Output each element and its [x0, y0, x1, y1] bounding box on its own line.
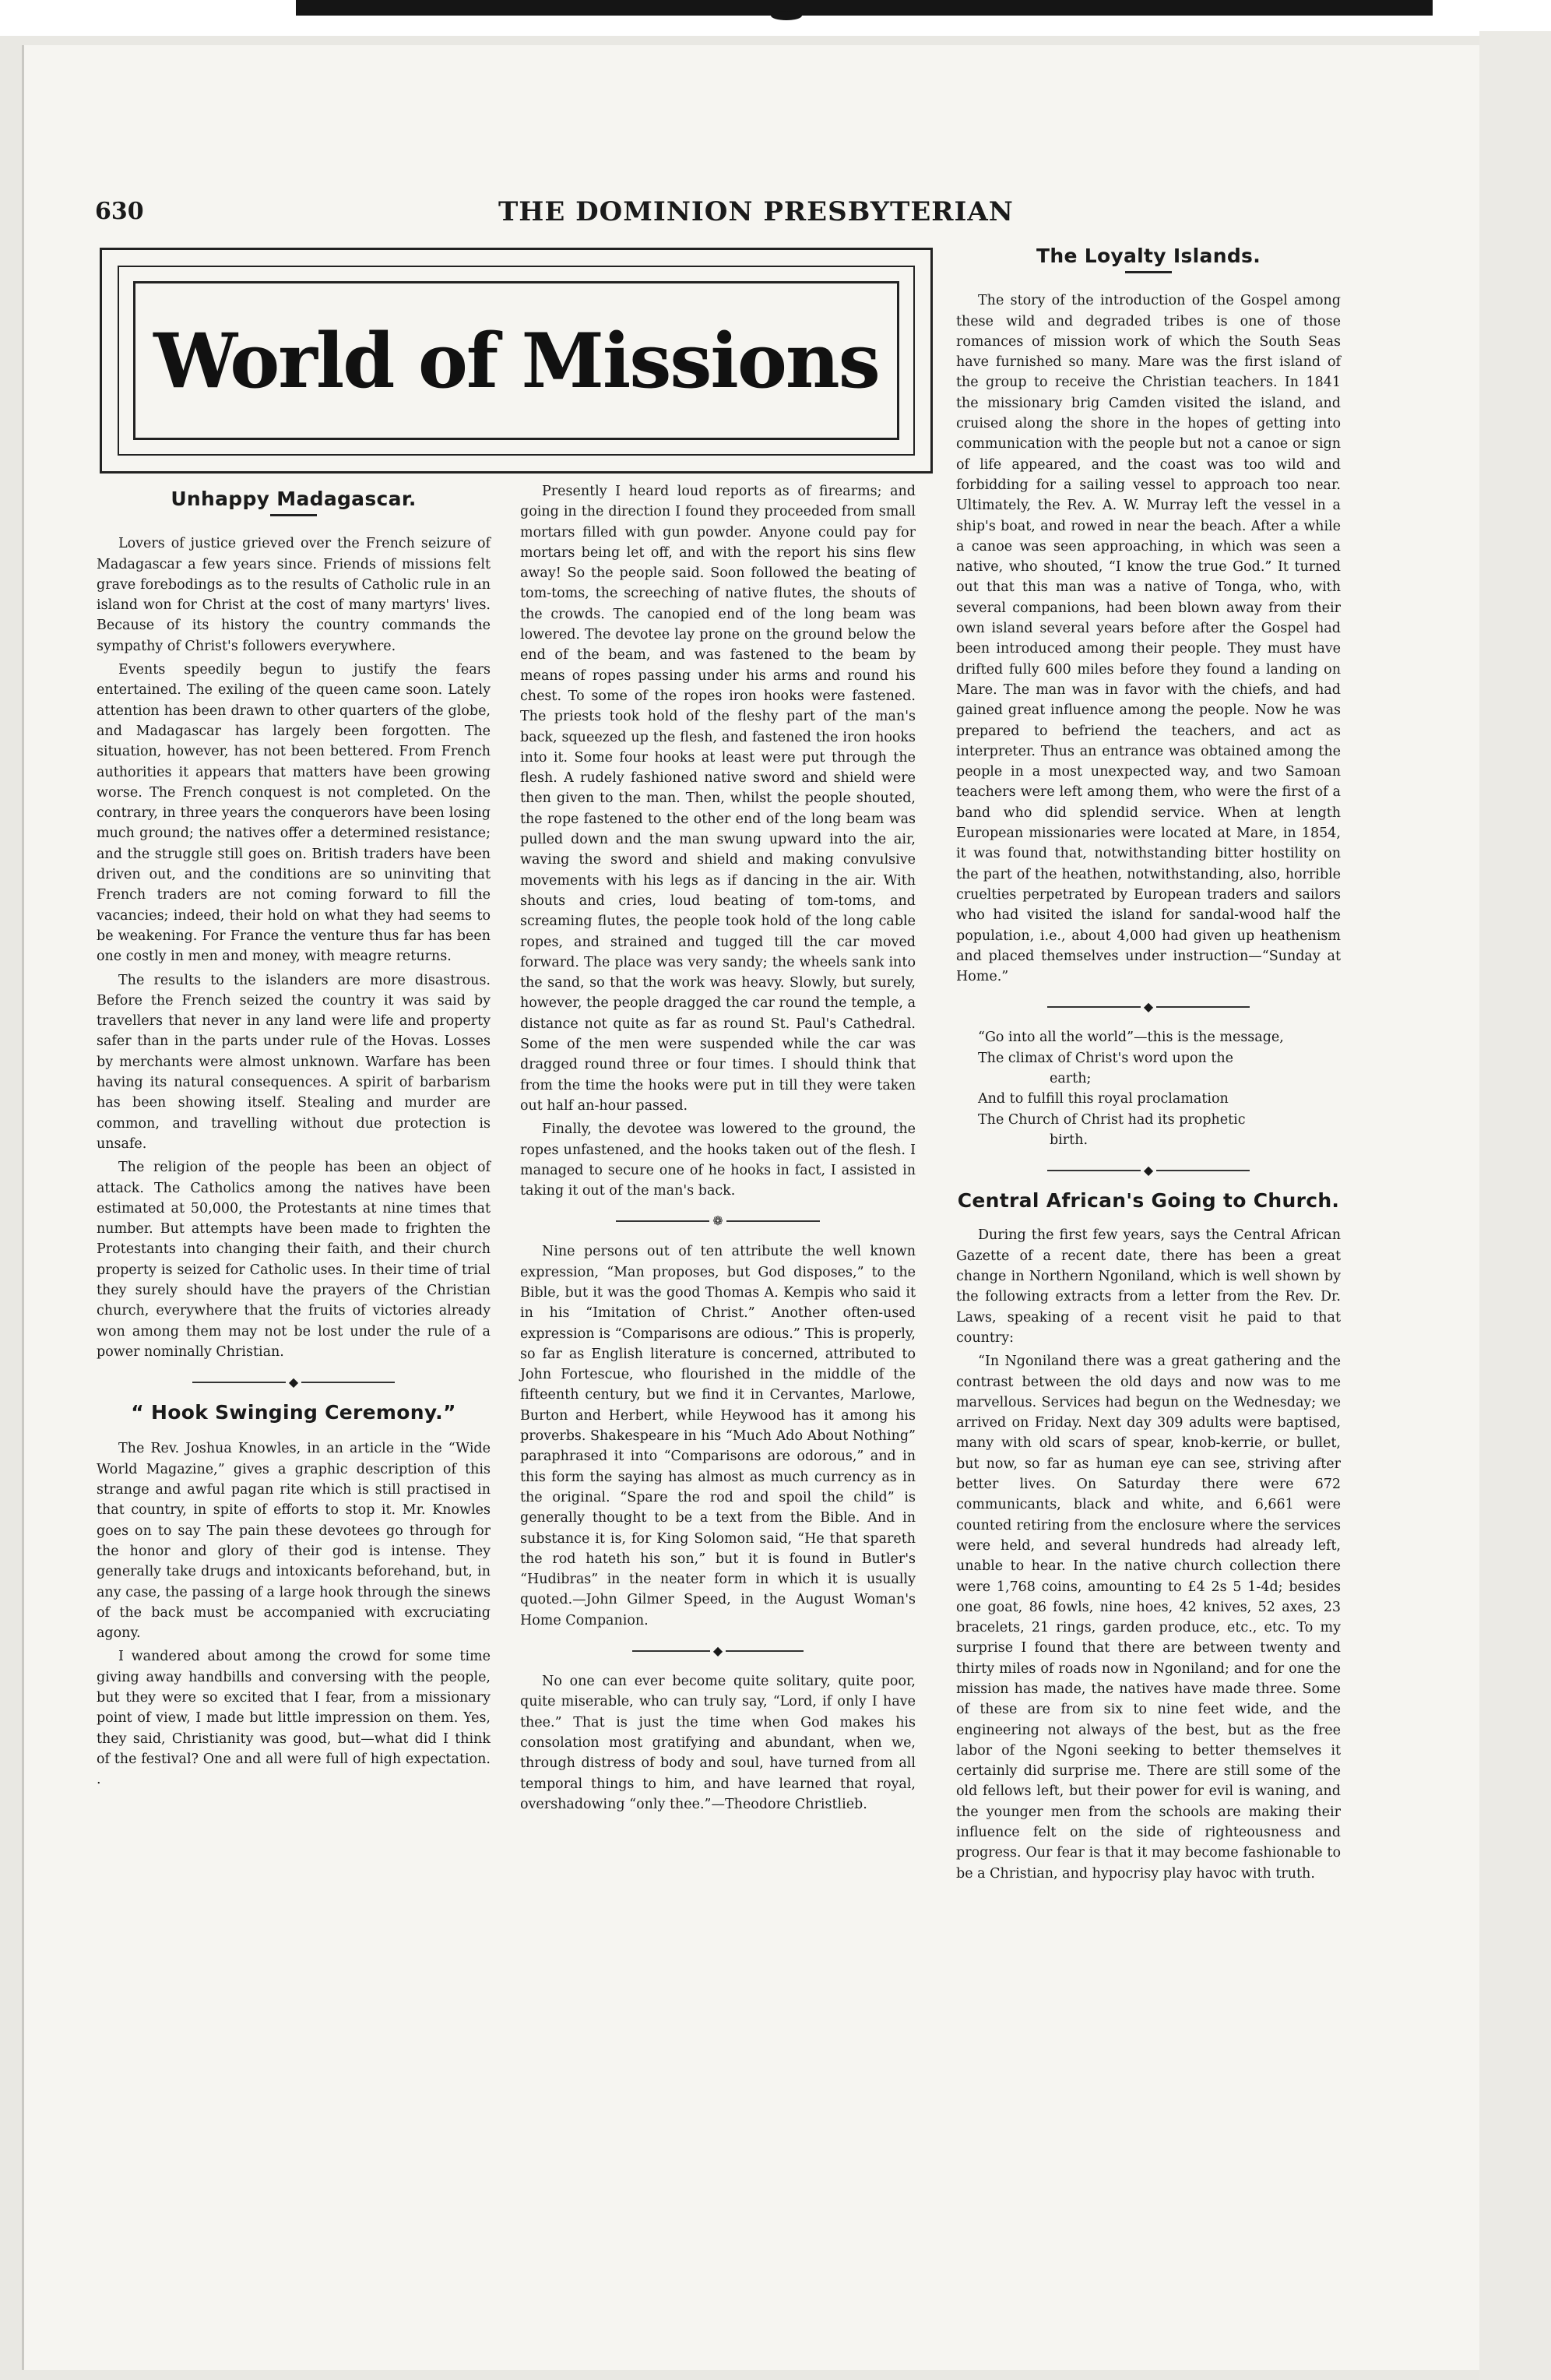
ornament-icon: ◆	[712, 1643, 723, 1659]
verse-line: earth;	[1050, 1070, 1092, 1086]
scan-top-margin	[0, 0, 1551, 36]
verse-line: “Go into all the world”—this is the message,	[978, 1030, 1284, 1046]
paragraph: Lovers of justice grieved over the French seizure of Madagascar a few years since. Friends of missions felt grave forebodings as to the results of Catholic rule in an island won for Christ at the cost of many martyrs' lives. Because of its history the country commands the sympathy of Christ's followers everywhere.	[97, 536, 491, 654]
paragraph: The story of the introduction of the Gospel among these wild and degraded tribes is one of those romances of mission work of which the South Seas have furnished so many. Mare was the first island of the group to receive the Christian teachers. In 1841 the missionary brig Camden visited the island, and cruised along the shore in the hopes of getting into communication with the people but not a canoe or sign of life appeared, and the coast was too wild and forbidding for a sailing vessel to approach too near. Ultimately, the Rev. A. W. Murray left the vessel in a ship's boat, and rowed in near the beach. After a while a canoe was seen approaching, in which was seen a native, who shouted, “I know the true God.” It turned out that this man was a native of Tonga, who, with several companions, had been blown away from their own island several years before after the Gospel had been introduced among their people. They must have drifted fully 600 miles before they found a landing on Mare. The man was in favor with the chiefs, and had gained great influence among the people. Now he was prepared to befriend the teachers, and act as interpreter. Thus an entrance was obtained among the people in a most unexpected way, and two Samoan teachers were left among them, who were the first of a band who did splendid service. When at length European missionaries were located at Mare, in 1854, it was found that, notwithstanding bitter hostility on the part of the heathen, notwithstanding, also, horrible cruelties perpetrated by European traders and sailors who had visited the island for sandal-wood half the population, i.e., about 4,000 had given up heathenism and placed themselves under instruction—“Sunday at Home.”	[956, 293, 1341, 985]
article-heading: “ Hook Swinging Ceremony.”	[131, 1401, 456, 1424]
verse-line: The Church of Christ had its prophetic	[978, 1111, 1246, 1128]
ornament-icon: ◆	[288, 1375, 299, 1390]
paragraph: Nine persons out of ten attribute the well known expression, “Man proposes, but God disposes,” to the Bible, but it was the good Thomas A. Kempis who said it in his “Imitation of Christ.” Another often-used expression is “Comparisons are odious.” This is properly, so far as English literature is concerned, attributed to John Fortescue, who flourished in the middle of the fifteenth century, but we find it in Cervantes, Marlowe, Burton and Herbert, while Heywood has it among his proverbs. Shakespeare in his “Much Ado About Nothing” paraphrased it into “Comparisons are odorous,” and in this form the saying has almost as much currency as in the original. “Spare the rod and spoil the child” is generally thought to be a text from the Bible. And in substance it is, for King Solomon said, “He that spareth the rod hateth his son,” but it is found in Butler's “Hudibras” in the neater form in which it is usually quoted.—John Gilmer Speed, in the August Woman's Home Companion.	[520, 1244, 916, 1628]
column-middle	[520, 481, 916, 2148]
heading-rule	[1125, 271, 1172, 273]
paragraph: “In Ngoniland there was a great gathering and the contrast between the old days and now was to me marvellous. Services had begun on the Wednesday; we arrived on Friday. Next day 309 adults were baptised, many with old scars of spear, knob-kerrie, or bullet, but now, so far as human eye can see, striving after better lives. On Saturday there were 672 communicants, black and white, and 6,661 were counted retiring from the enclosure where the services were held, and several hundreds had already left, unable to hear. In the native church collection there were 1,768 coins, amounting to £4 2s 5 1-4d; besides one goat, 86 fowls, nine hoes, 42 knives, 52 axes, 23 bracelets, 21 rings, garden produce, etc., etc. To my surprise I found that there are between twenty and thirty miles of roads now in Ngoniland; and for one the mission has made, the natives have made three. Some of these are from six to nine feet wide, and the engineering not always of the best, but as the free labor of the Ngoni seeking to better themselves it certainly did surprise me. There are still some of the old fellows left, but their power for evil is waning, and the younger men from the schools are making their influence felt on the side of righteousness and progress. Our fear is that it may become fashionable to be a Christian, and hypocrisy play havoc with truth.	[956, 1354, 1341, 1882]
heading-rule	[270, 514, 317, 516]
scan-shadow	[296, 0, 1433, 16]
ornamental-divider	[520, 1645, 916, 1657]
paragraph: Finally, the devotee was lowered to the ground, the ropes unfastened, and the hooks taken out of the flesh. I managed to secure one of he hooks in fact, I assisted in taking it out of the man's back.	[520, 1121, 916, 1199]
paragraph: The results to the islanders are more disastrous. Before the French seized the country it was said by travellers that never in any land were life and property safer than in the parts under rule of the Hovas. Losses by merchants were almost unknown. Warfare has been having its natural consequences. A spirit of barbarism has been showing itself. Stealing and murder are common, and travelling without due protection is unsafe.	[97, 972, 491, 1152]
page-number: 630	[95, 198, 144, 225]
paragraph: The Rev. Joshua Knowles, in an article in the “Wide World Magazine,” gives a graphic description of this strange and awful pagan rite which is still practised in that country, in spite of efforts to stop it. Mr. Knowles goes on to say The pain these devotees go through for the honor and glory of their god is intense. They generally take drugs and intoxicants beforehand, but, in any case, the passing of a large hook through the sinews of the back must be accompanied with excruciating agony.	[97, 1441, 491, 1642]
scan-smudge	[771, 11, 802, 20]
paragraph: The religion of the people has been an object of attack. The Catholics among the natives have been estimated at 50,000, the Protestants at nine times that number. But attempts have been made to frighten the Protestants into changing their faith, and their church property is seized for Catholic uses. In their time of trial they surely should have the prayers of the Christian church, everywhere that the fruits of victories already won among them may not be lost under the rule of a power nominally Christian.	[97, 1160, 491, 1360]
article-heading: Central African's Going to Church.	[957, 1189, 1340, 1213]
ornamental-divider	[956, 1001, 1341, 1013]
article-heading: The Loyalty Islands.	[1036, 245, 1261, 267]
masthead: THE DOMINION PRESBYTERIAN	[498, 196, 1014, 227]
verse-line: The climax of Christ's word upon the	[978, 1050, 1234, 1066]
banner-inner-frame	[133, 281, 899, 440]
paragraph: Events speedily begun to justify the fears entertained. The exiling of the queen came soon. Lately attention has been drawn to other quarters of the globe, and Madagascar has largely been forgotten. The situation, however, has not been bettered. From French authorities it appears that matters have been growing worse. The French conquest is not completed. On the contrary, in three years the conquerors have been losing much ground; the natives offer a determined resistance; and the struggle still goes on. British traders have been driven out, and the conditions are so uninviting that French traders are not coming forward to fill the vacancies; indeed, their hold on what they had seems to be weakening. For France the venture thus far has been one costly in men and money, with meagre returns.	[97, 662, 491, 965]
paragraph: Presently I heard loud reports as of firearms; and going in the direction I found they proceeded from small mortars filled with gun powder. Anyone could pay for mortars being let off, and with the report his sins flew away! So the people said. Soon followed the beating of tom-toms, the screeching of native flutes, the shouts of the crowds. The canopied end of the long beam was lowered. The devotee lay prone on the ground below the end of the beam, and was fastened to the beam by means of ropes passing under his arms and round his chest. To some of the ropes iron hooks were fastened. The priests took hold of the fleshy part of the man's back, squeezed up the flesh, and fastened the iron hooks into it. Some four hooks at least were put through the flesh. A rudely fashioned native sword and shield were then given to the man. Then, whilst the people shouted, the rope fastened to the other end of the long beam was pulled down and the man swung upward into the air, waving the sword and shield and making convulsive movements with his legs as if dancing in the air. With shouts and cries, loud beating of tom-toms, and screaming flutes, the people took hold of the long cable ropes, and strained and tugged till the car moved forward. The place was very sandy; the wheels sank into the sand, so that the work was heavy. Slowly, but surely, however, the people dragged the car round the temple, a distance not quite as far as round St. Paul's Cathedral. Some of the men were suspended while the car was dragged round three or four times. I should think that from the time the hooks were put in till they were taken out half an-hour passed.	[520, 484, 916, 1114]
verse-line: And to fulfill this royal proclamation	[978, 1091, 1229, 1107]
paragraph: I wandered about among the crowd for some time giving away handbills and conversing with the people, but they were so excited that I fear, from a missionary point of view, I made but little impression on them. Yes, they said, Christianity was good, but—what did I think of the festival? One and all were full of high expectation. .	[97, 1649, 491, 1788]
ornament-icon: ❁	[712, 1213, 723, 1229]
paragraph: No one can ever become quite solitary, quite poor, quite miserable, who can truly say, “Lord, if only I have thee.” That is just the time when God makes his consolation most gratifying and abundant, when we, through distress of body and soul, have turned from all temporal things to him, and have learned that royal, overshadowing “only thee.”—Theodore Christlieb.	[520, 1674, 916, 1812]
ornamental-divider	[956, 1164, 1341, 1177]
ornament-icon: ◆	[1143, 999, 1154, 1015]
ornamental-divider	[520, 1215, 916, 1227]
ornament-icon: ◆	[1143, 1163, 1154, 1178]
ornamental-divider	[97, 1376, 491, 1389]
scan-right-margin	[1479, 31, 1551, 2380]
banner-frame	[118, 266, 915, 456]
verse-line: birth.	[1050, 1132, 1089, 1148]
column-left	[97, 481, 491, 2148]
column-right	[956, 238, 1341, 2154]
section-title: World of Missions	[153, 316, 879, 405]
article-heading: Unhappy Madagascar.	[171, 488, 417, 510]
section-banner	[100, 248, 933, 474]
paragraph: During the first few years, says the Central African Gazette of a recent date, there has been a great change in Northern Ngoniland, which is well shown by the following extracts from a letter from the Rev. Dr. Laws, speaking of a recent visit he paid to that country:	[956, 1227, 1341, 1346]
